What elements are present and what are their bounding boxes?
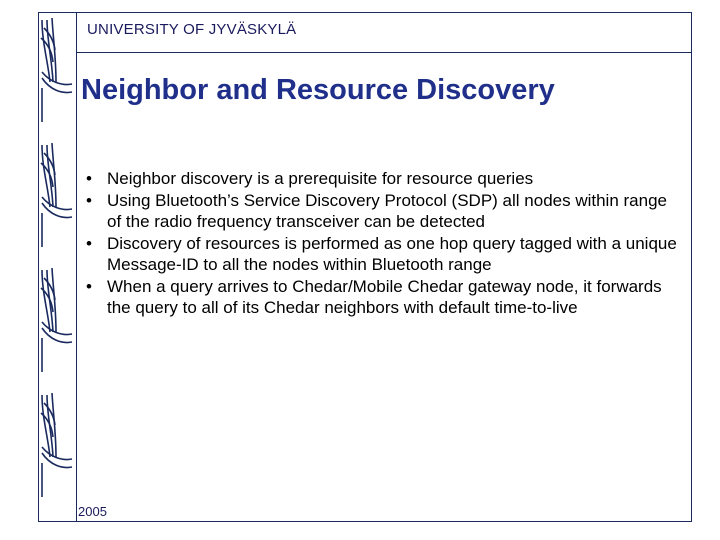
bullet-mark: • (86, 169, 92, 188)
emblem-strip (38, 12, 76, 522)
university-emblem-icon (38, 387, 76, 497)
university-emblem-icon (38, 12, 76, 122)
footer-year: 2005 (78, 504, 107, 519)
bullet-item (80, 276, 685, 319)
bullet-text: Using Bluetooth’s Service Discovery Protocol (SDP) all nodes within range of the radio frequency transceiver can be detected (107, 190, 667, 231)
bullet-mark: • (86, 276, 92, 296)
bullet-item (80, 190, 685, 233)
bullet-text: Discovery of resources is performed as one hop query tagged with a unique Message-ID to all the nodes within Bluetooth range (107, 233, 677, 274)
bullet-text: Neighbor discovery is a prerequisite for resource queries (107, 169, 534, 188)
slide-title: Neighbor and Resource Discovery (81, 74, 555, 106)
bullet-mark: • (86, 190, 92, 210)
bullet-item (80, 168, 685, 190)
university-name: UNIVERSITY OF JYVÄSKYLÄ (87, 21, 297, 38)
bullet-mark: • (86, 233, 92, 253)
frame-divider (76, 12, 77, 522)
header-divider (76, 52, 692, 53)
bullet-list (80, 168, 685, 319)
bullet-item (80, 233, 685, 276)
university-emblem-icon (38, 137, 76, 247)
bullet-text: When a query arrives to Chedar/Mobile Chedar gateway node, it forwards the query to all of its Chedar neighbors with default time-to-live (107, 276, 662, 317)
university-emblem-icon (38, 262, 76, 372)
